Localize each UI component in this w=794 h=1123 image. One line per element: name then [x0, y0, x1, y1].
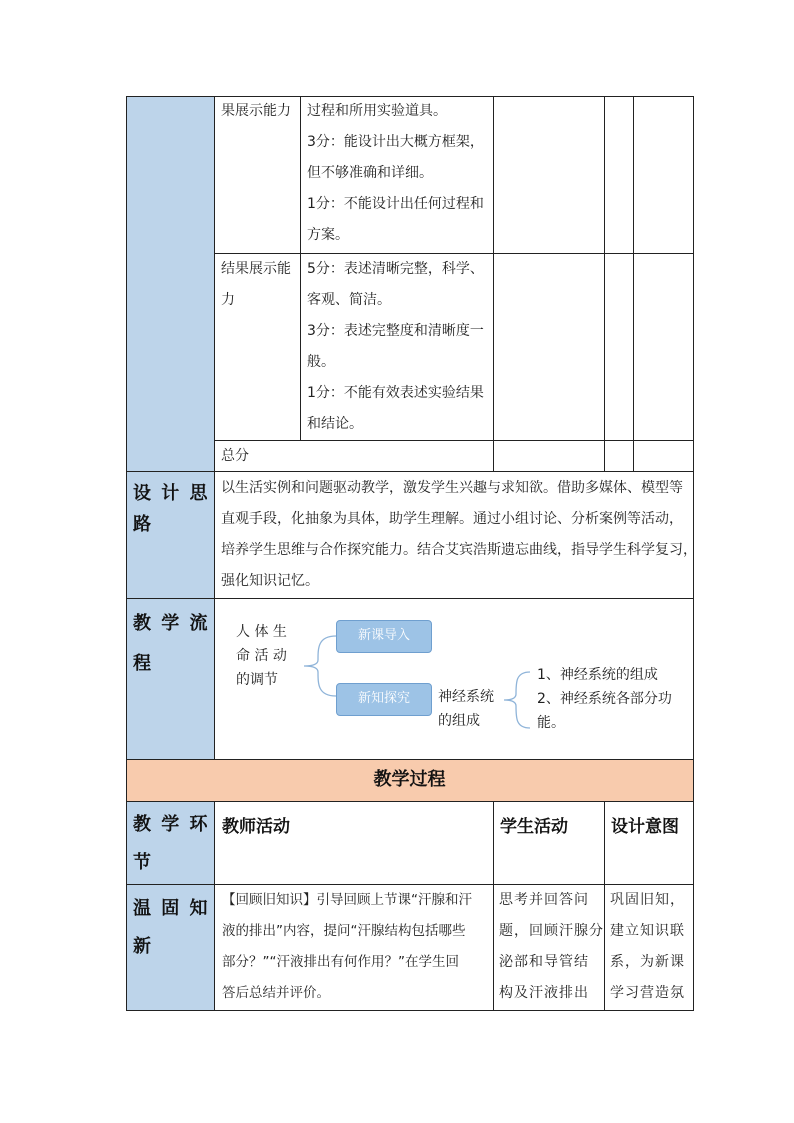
eval-row1-text — [307, 96, 484, 251]
review-student-line: 构及汗液排出 — [499, 985, 589, 1001]
review-label — [133, 890, 210, 966]
eval-row2-criterion-line: 力 — [221, 292, 235, 308]
process-title: 教学过程 — [373, 769, 446, 790]
flow-box-new-knowledge: 新知探究 — [336, 683, 432, 716]
review-intent-line: 巩固旧知， — [610, 892, 685, 908]
review-teacher-line: 【回顾旧知识】引导回顾上节课“汗腺和汗 — [222, 892, 472, 908]
flow-items — [537, 663, 672, 735]
review-teacher-line: 部分？”“汗液排出有何作用？”在学生回 — [222, 954, 459, 970]
review-teacher-line: 答后总结并评价。 — [222, 985, 330, 1001]
flow-root-line: 命 活 动 — [236, 648, 287, 664]
eval-row2-line: 1分：不能有效表述实验结果 — [307, 385, 484, 401]
eval-row2-line: 客观、简洁。 — [307, 292, 391, 308]
eval-row2-line: 和结论。 — [307, 416, 363, 432]
flow-item: 1、神经系统的组成 — [537, 667, 658, 683]
flow-root — [236, 620, 287, 692]
flow-connector-left — [300, 630, 340, 702]
flow-label — [133, 604, 210, 684]
review-student-line: 思考并回答问 — [499, 892, 589, 908]
flow-item: 能。 — [537, 715, 565, 731]
eval-total-label: 总分 — [221, 448, 249, 464]
flow-mid-line: 神经系统 — [438, 689, 494, 705]
design-label — [133, 478, 210, 540]
design-intent-header: 设计意图 — [611, 817, 679, 837]
flow-box-new-lesson: 新课导入 — [336, 620, 432, 653]
process-col1-line: 教 学 环 — [133, 814, 210, 835]
design-line: 以生活实例和问题驱动教学，激发学生兴趣与求知欲。借助多媒体、模型等 — [221, 480, 683, 496]
review-label-line: 温 固 知 — [133, 898, 210, 919]
eval-row2-line: 5分：表述清晰完整，科学、 — [307, 261, 484, 277]
eval-row2-text — [307, 254, 484, 440]
review-student-line: 泌部和导管结 — [499, 954, 589, 970]
review-student-line: 题，回顾汗腺分 — [499, 923, 604, 939]
design-text — [221, 473, 697, 597]
teacher-activity-header: 教师活动 — [222, 817, 290, 837]
design-line: 培养学生思维与合作探究能力。结合艾宾浩斯遗忘曲线，指导学生科学复习， — [221, 542, 697, 558]
design-label-line: 设 计 思 — [133, 483, 210, 504]
design-line: 直观手段，化抽象为具体，助学生理解。通过小组讨论、分析案例等活动， — [221, 511, 683, 527]
flow-mid — [438, 685, 494, 733]
review-label-line: 新 — [133, 936, 151, 957]
design-label-line: 路 — [133, 514, 151, 535]
review-teacher-line: 液的排出”内容，提问“汗腺结构包括哪些 — [222, 923, 466, 939]
process-col1-line: 节 — [133, 852, 151, 873]
process-col1-header — [133, 806, 210, 882]
review-intent-text — [610, 885, 685, 1009]
review-intent-line: 学习营造氛 — [610, 985, 685, 1001]
flow-label-line: 教 学 流 — [133, 613, 210, 634]
student-activity-header: 学生活动 — [500, 817, 568, 837]
eval-row2-criterion — [221, 254, 291, 316]
eval-row1-line: 3分：能设计出大概方框架， — [307, 134, 484, 150]
eval-row2-line: 3分：表述完整度和清晰度一 — [307, 323, 484, 339]
eval-row1-line: 方案。 — [307, 227, 349, 243]
review-intent-line: 系，为新课 — [610, 954, 685, 970]
eval-row1-line: 1分：不能设计出任何过程和 — [307, 196, 484, 212]
flow-item: 2、神经系统各部分功 — [537, 691, 672, 707]
flow-label-line: 程 — [133, 653, 151, 674]
eval-row1-criterion: 果展示能力 — [221, 103, 291, 119]
eval-row1-line: 过程和所用实验道具。 — [307, 103, 447, 119]
flow-mid-line: 的组成 — [438, 713, 480, 729]
review-teacher-text — [222, 885, 472, 1009]
design-line: 强化知识记忆。 — [221, 573, 319, 589]
eval-row2-line: 般。 — [307, 354, 335, 370]
flow-connector-right — [500, 668, 534, 732]
review-student-text — [499, 885, 604, 1009]
eval-row1-line: 但不够准确和详细。 — [307, 165, 433, 181]
eval-row2-criterion-line: 结果展示能 — [221, 261, 291, 277]
review-intent-line: 建立知识联 — [610, 923, 685, 939]
flow-root-line: 人 体 生 — [236, 624, 287, 640]
flow-root-line: 的调节 — [236, 672, 278, 688]
